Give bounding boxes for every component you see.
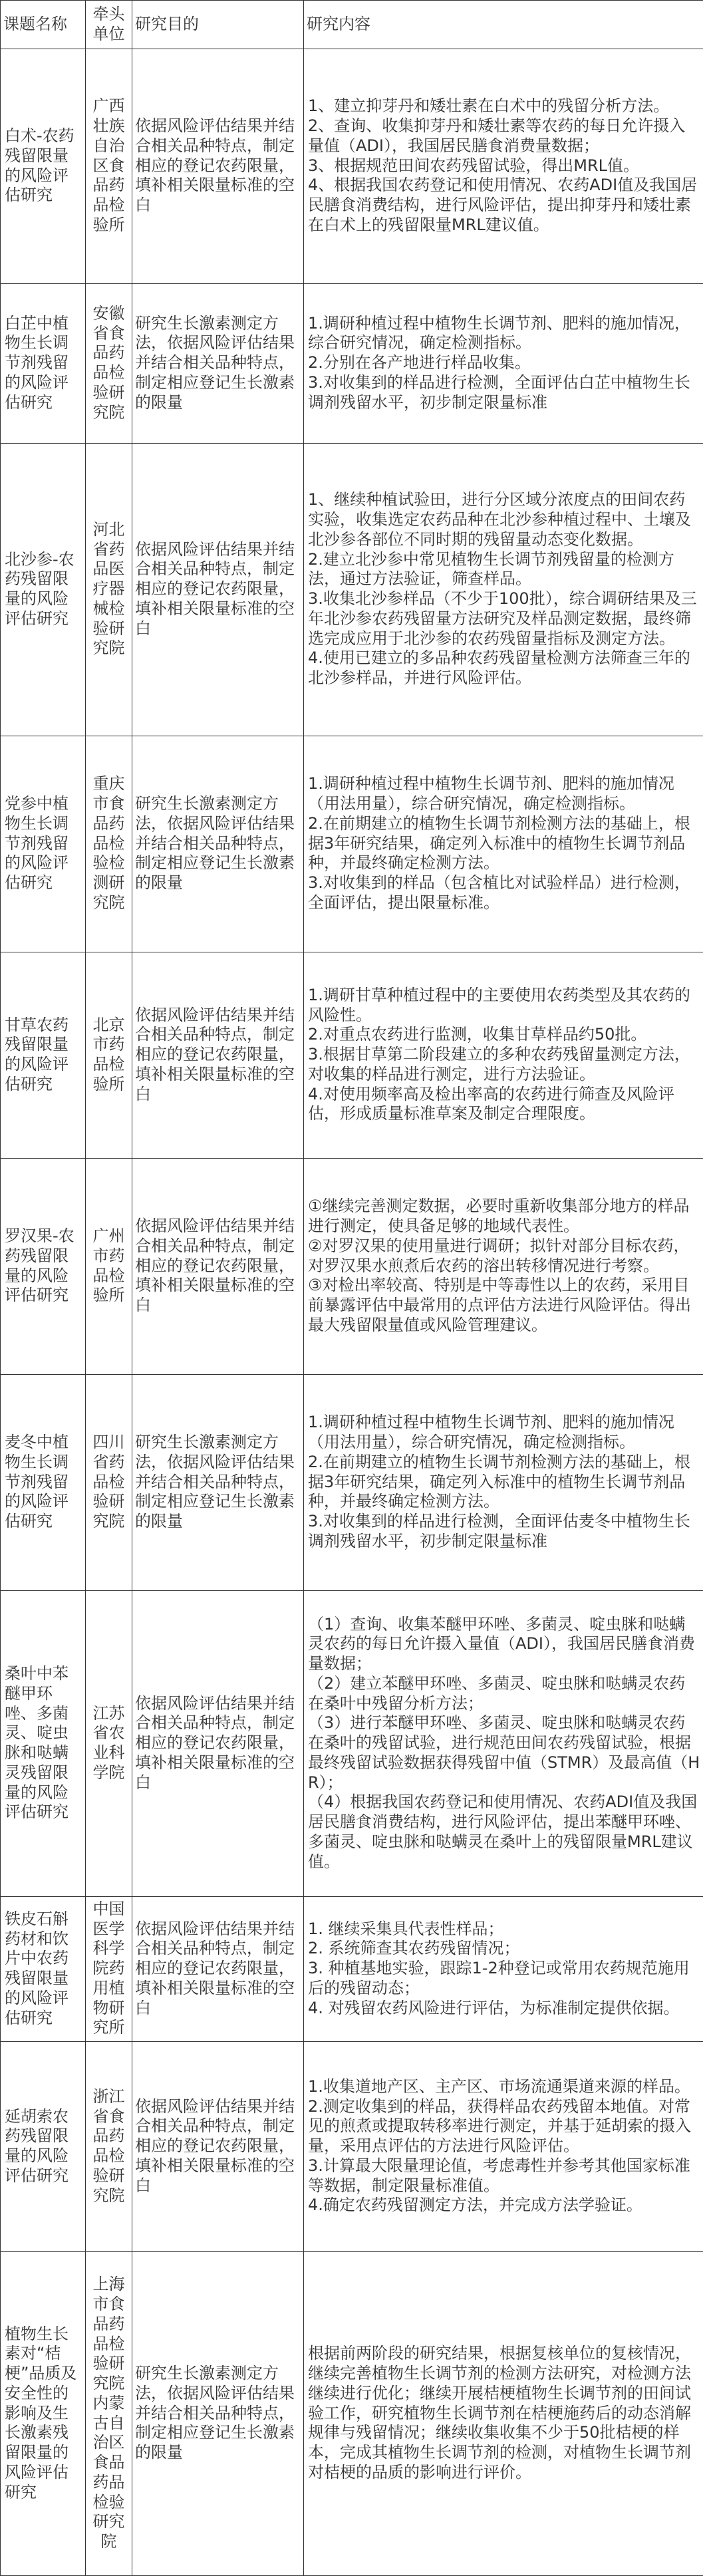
lead-unit-cell: 安徽省食品药品检验研究院 xyxy=(86,283,132,443)
purpose-cell: 研究生长激素测定方法，依据风险评估结果并结合相关品种特点，制定相应登记生长激素的限量 xyxy=(132,283,304,443)
table-row xyxy=(1,1158,703,1374)
lead-unit-cell: 中国医学科学院药用植物研究所 xyxy=(86,1896,132,2041)
table-row xyxy=(1,443,703,736)
purpose-cell: 依据风险评估结果并结合相关品种特点，制定相应的登记农药限量，填补相关限量标准的空白 xyxy=(132,49,304,283)
table-row xyxy=(1,2041,703,2251)
topic-name-cell: 植物生长素对“桔梗”品质及安全性的影响及生长激素残留限量的风险评估研究 xyxy=(1,2251,86,2575)
purpose-cell: 研究生长激素测定方法，依据风险评估结果并结合相关品种特点，制定相应登记生长激素的限量 xyxy=(132,1374,304,1590)
purpose-cell: 依据风险评估结果并结合相关品种特点，制定相应的登记农药限量，填补相关限量标准的空白 xyxy=(132,2041,304,2251)
header-lead-unit: 牵头单位 xyxy=(86,1,132,49)
lead-unit-cell: 广州市药品检验所 xyxy=(86,1158,132,1374)
purpose-cell: 研究生长激素测定方法，依据风险评估结果并结合相关品种特点，制定相应登记生长激素的限量 xyxy=(132,736,304,952)
topic-name-cell: 党参中植物生长调节剂残留的风险评估研究 xyxy=(1,736,86,952)
content-cell: 1.调研种植过程中植物生长调节剂、肥料的施加情况，综合研究情况，确定检测指标。 2.分别在各产地进行样品收集。 3.对收集到的样品进行检测，全面评估白芷中植物生长调剂残留水平，初步制定限量标准 xyxy=(304,283,703,443)
table-row xyxy=(1,1590,703,1896)
topic-name-cell: 白芷中植物生长调节剂残留的风险评估研究 xyxy=(1,283,86,443)
table-row xyxy=(1,283,703,443)
purpose-cell: 依据风险评估结果并结合相关品种特点，制定相应的登记农药限量，填补相关限量标准的空白 xyxy=(132,952,304,1158)
topic-name-cell: 罗汉果-农药残留限量的风险评估研究 xyxy=(1,1158,86,1374)
purpose-cell: 依据风险评估结果并结合相关品种特点，制定相应的登记农药限量，填补相关限量标准的空白 xyxy=(132,1896,304,2041)
content-cell: 1.收集道地产区、主产区、市场流通渠道来源的样品。 2.测定收集到的样品，获得样品农药残留本地值。对常见的煎煮或提取转移率进行测定，并基于延胡索的摄入量，采用点评估的方法进行风险评估。 3.计算最大限量理论值，考虑毒性并参考其他国家标准等数据，制定限量标准值。 4.确定农药残留测定方法，并完成方法学验证。 xyxy=(304,2041,703,2251)
purpose-cell: 依据风险评估结果并结合相关品种特点，制定相应的登记农药限量，填补相关限量标准的空白 xyxy=(132,1590,304,1896)
lead-unit-cell: 浙江省食品药品检验研究院 xyxy=(86,2041,132,2251)
content-cell: 根据前两阶段的研究结果，根据复核单位的复核情况，继续完善植物生长调节剂的检测方法研究，对检测方法继续进行优化；继续开展桔梗植物生长调节剂的田间试验工作，研究植物生长调节剂在桔梗施药后的动态消解规律与残留情况；继续收集收集不少于50批桔梗的样本，完成其植物生长调节剂的检测，对植物生长调节剂对桔梗的品质的影响进行评价。 xyxy=(304,2251,703,2575)
table-row xyxy=(1,736,703,952)
topic-name-cell: 桑叶中苯醚甲环唑、多菌灵、啶虫脒和哒螨灵残留限量的风险评估研究 xyxy=(1,1590,86,1896)
header-topic-name: 课题名称 xyxy=(1,1,86,49)
lead-unit-cell: 四川省药品检验研究院 xyxy=(86,1374,132,1590)
purpose-cell: 依据风险评估结果并结合相关品种特点，制定相应的登记农药限量，填补相关限量标准的空白 xyxy=(132,443,304,736)
table-row xyxy=(1,1374,703,1590)
topic-name-cell: 白术-农药残留限量的风险评估研究 xyxy=(1,49,86,283)
content-cell: 1、继续种植试验田，进行分区域分浓度点的田间农药实验，收集选定农药品种在北沙参种植过程中、土壤及北沙参各部位不同时期的残留量动态变化数据。 2.建立北沙参中常见植物生长调节剂残留量的检测方法，通过方法验证，筛查样品。 3.收集北沙参样品（不少于100批），综合调研结果及三年北沙参农药残留量方法研究及样品测定数据，最终筛选完成应用于北沙参的农药残留量指标及测定方法。 4.使用已建立的多品种农药残留量检测方法筛查三年的北沙参样品，并进行风险评估。 xyxy=(304,443,703,736)
content-cell: 1.调研种植过程中植物生长调节剂、肥料的施加情况（用法用量），综合研究情况，确定检测指标。 2.在前期建立的植物生长调节剂检测方法的基础上，根据3年研究结果，确定列入标准中的植物生长调节剂品种，并最终确定检测方法。 3.对收集到的样品进行检测，全面评估麦冬中植物生长调剂残留水平，初步制定限量标准 xyxy=(304,1374,703,1590)
content-cell: 1. 继续采集具代表性样品； 2. 系统筛查其农药残留情况； 3. 种植基地实验，跟踪1-2种登记或常用农药规范施用后的残留动态； 4. 对残留农药风险进行评估，为标准制定提供依据。 xyxy=(304,1896,703,2041)
table-body xyxy=(1,49,703,2575)
header-content: 研究内容 xyxy=(304,1,703,49)
table-row xyxy=(1,952,703,1158)
content-cell: 1、建立抑芽丹和矮壮素在白术中的残留分析方法。 2、查询、收集抑芽丹和矮壮素等农药的每日允许摄入量值（ADI），我国居民膳食消费量数据； 3、根据规范田间农药残留试验，得出MRL值。 4、根据我国农药登记和使用情况、农药ADI值及我国居民膳食消费结构，进行风险评估，提出抑芽丹和矮壮素在白术上的残留限量MRL建议值。 xyxy=(304,49,703,283)
lead-unit-cell: 北京市药品检验所 xyxy=(86,952,132,1158)
content-cell: （1）查询、收集苯醚甲环唑、多菌灵、啶虫脒和哒螨灵农药的每日允许摄入量值（ADI），我国居民膳食消费量数据； （2）建立苯醚甲环唑、多菌灵、啶虫脒和哒螨灵农药在桑叶中残留分析方法； （3）进行苯醚甲环唑、多菌灵、啶虫脒和哒螨灵农药在桑叶的残留试验，进行规范田间农药残留试验，根据最终残留试验数据获得残留中值（STMR）及最高值（HR）； （4）根据我国农药登记和使用情况、农药ADI值及我国居民膳食消费结构，进行风险评估，提出苯醚甲环唑、多菌灵、啶虫脒和哒螨灵在桑叶上的残留限量MRL建议值。 xyxy=(304,1590,703,1896)
content-cell: ①继续完善测定数据，必要时重新收集部分地方的样品进行测定，使具备足够的地域代表性。 ②对罗汉果的使用量进行调研；拟针对部分目标农药，对罗汉果水煎煮后农药的溶出转移情况进行考察。 ③对检出率较高、特别是中等毒性以上的农药，采用目前暴露评估中最常用的点评估方法进行风险评估。得出最大残留限量值或风险管理建议。 xyxy=(304,1158,703,1374)
table-row xyxy=(1,2251,703,2575)
topic-name-cell: 甘草农药残留限量的风险评估研究 xyxy=(1,952,86,1158)
lead-unit-cell: 河北省药品医疗器械检验研究院 xyxy=(86,443,132,736)
table-row xyxy=(1,1896,703,2041)
topic-name-cell: 铁皮石斛药材和饮片中农药残留限量的风险评估研究 xyxy=(1,1896,86,2041)
topic-name-cell: 延胡索农药残留限量的风险评估研究 xyxy=(1,2041,86,2251)
lead-unit-cell: 上海市食品药品检验研究院内蒙古自治区食品药品检验研究院 xyxy=(86,2251,132,2575)
table-row xyxy=(1,49,703,283)
lead-unit-cell: 广西壮族自治区食品药品检验所 xyxy=(86,49,132,283)
topic-name-cell: 麦冬中植物生长调节剂残留的风险评估研究 xyxy=(1,1374,86,1590)
header-purpose: 研究目的 xyxy=(132,1,304,49)
header-row xyxy=(1,1,703,49)
lead-unit-cell: 重庆市食品药品检验检测研究院 xyxy=(86,736,132,952)
content-cell: 1.调研甘草种植过程中的主要使用农药类型及其农药的风险性。 2.对重点农药进行监测，收集甘草样品约50批。 3.根据甘草第二阶段建立的多种农药残留量测定方法，对收集的样品进行测定，进行方法验证。 4.对使用频率高及检出率高的农药进行筛查及风险评估，形成质量标准草案及制定合理限度。 xyxy=(304,952,703,1158)
lead-unit-cell: 江苏省农业科学院 xyxy=(86,1590,132,1896)
topic-name-cell: 北沙参-农药残留限量的风险评估研究 xyxy=(1,443,86,736)
purpose-cell: 研究生长激素测定方法，依据风险评估结果并结合相关品种特点，制定相应登记生长激素的限量 xyxy=(132,2251,304,2575)
purpose-cell: 依据风险评估结果并结合相关品种特点，制定相应的登记农药限量，填补相关限量标准的空白 xyxy=(132,1158,304,1374)
content-cell: 1.调研种植过程中植物生长调节剂、肥料的施加情况（用法用量），综合研究情况，确定检测指标。 2.在前期建立的植物生长调节剂检测方法的基础上，根据3年研究结果，确定列入标准中的植物生长调节剂品种，并最终确定检测方法。 3.对收集到的样品（包含植比对试验样品）进行检测，全面评估，提出限量标准。 xyxy=(304,736,703,952)
